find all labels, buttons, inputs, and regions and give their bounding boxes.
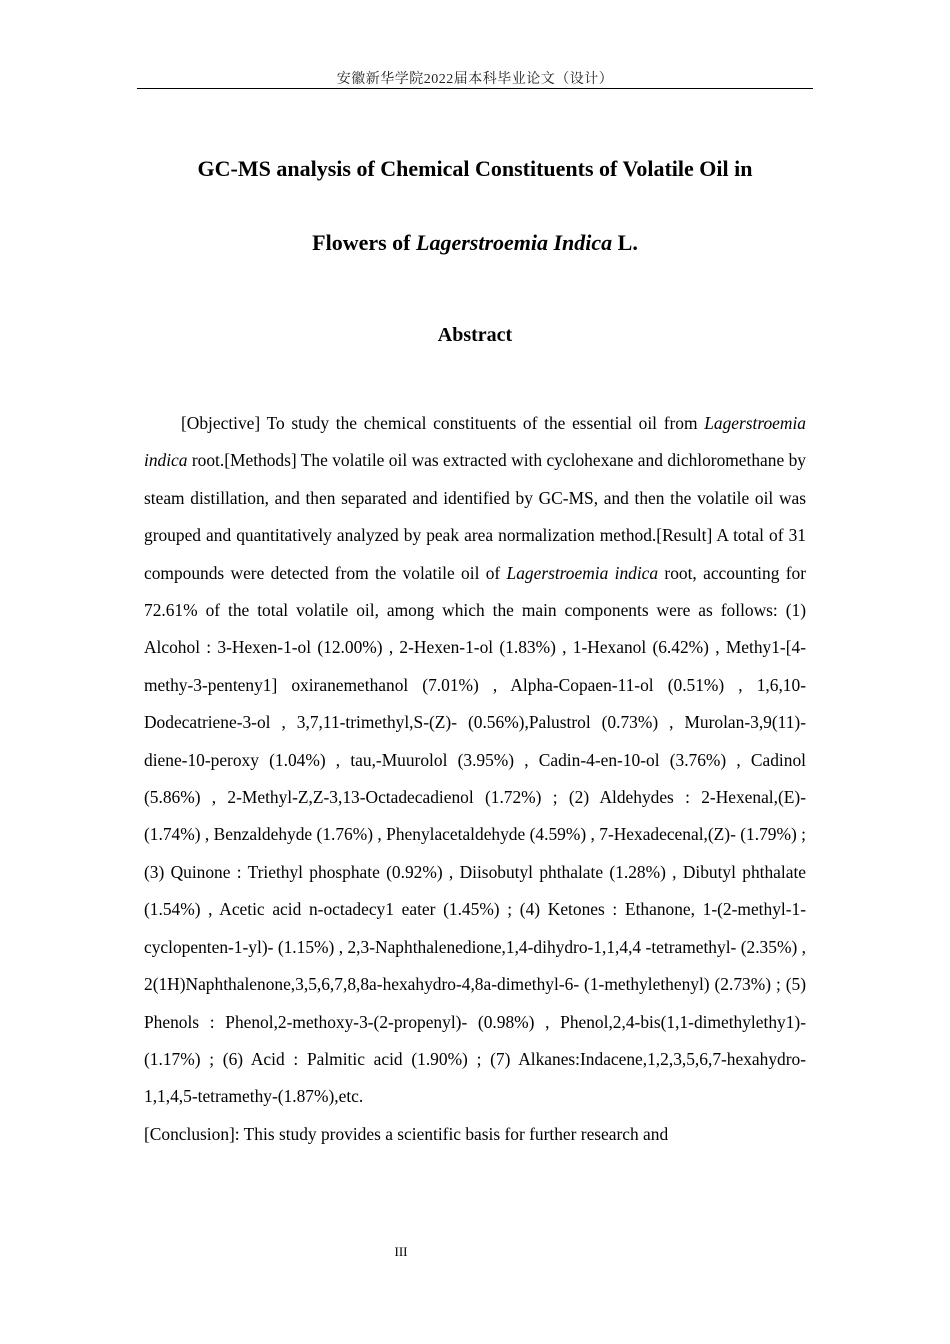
abstract-heading: Abstract bbox=[437, 324, 513, 346]
title-line-1: GC-MS analysis of Chemical Constituents of Volatile Oil in bbox=[197, 156, 753, 181]
page-number: III bbox=[394, 1244, 408, 1259]
species-name: Lagerstroemia indica bbox=[506, 562, 659, 583]
header-divider bbox=[137, 88, 813, 89]
paragraph-text: root, accounting for 72.61% of the total volatile oil, among which the main components were as follows: (1) Alcohol : 3-Hexen-1-ol (12.00%) , 2-Hexen-1-ol (1.83%) , 1-Hexanol (6.42%) , Methy1-[4-methy-3-penteny1] oxiranemethanol (7.01%) , Alpha-Copaen-11-ol (0.51%) , 1,6,10-Dodecatriene-3-ol , 3,7,11-trimethyl,S-(Z)- (0.56%),Palustrol (0.73%) , Murolan-3,9(11)-diene-10-peroxy (1.04%) , tau,-Muurolol (3.95%) , Cadin-4-en-10-ol (3.76%) , Cadinol (5.86%) , 2-Methyl-Z,Z-3,13-Octadecadienol (1.72%) ; (2) Aldehydes : 2-Hexenal,(E)-(1.74%) , Benzaldehyde (1.76%) , Phenylacetaldehyde (4.59%) , 7-Hexadecenal,(Z)- (1.79%) ; (3) Quinone : Triethyl phosphate (0.92%) , Diisobutyl phthalate (1.28%) , Dibutyl phthalate (1.54%) , Acetic acid n-octadecy1 eater (1.45%) ; (4) Ketones : Ethanone, 1-(2-methyl-1-cyclopenten-1-yl)- (1.15%) , 2,3-Naphthalenedione,1,4-dihydro-1,1,4,4 -tetramethyl- (2.35%) , 2(1H)Naphthalenone,3,5,6,7,8,8a-hexahydro-4,8a-dimethyl-6- (1-methylethenyl) (2.73%) ; (5) Phenols : Phenol,2-methoxy-3-(2-propenyl)- (0.98%) , Phenol,2,4-bis(1,1-dimethylethy1)- (1.17%) ; (6) Acid : Palmitic acid (1.90%) ; (7) Alkanes:Indacene,1,2,3,5,6,7-hexahydro-1,1,4,5-tetramethy-(1.87%),etc. bbox=[144, 562, 806, 1107]
title-suffix: L. bbox=[612, 230, 638, 255]
abstract-paragraph-1 bbox=[144, 405, 806, 1116]
paragraph-text: root.[Methods] The volatile oil was extracted with cyclohexane and dichloromethane by steam distillation, and then separated and identified by GC-MS, and then the volatile oil was grouped and quantitatively analyzed by peak area normalization method.[Result] A total of 31 compounds were detected from the volatile oil of bbox=[144, 450, 806, 583]
abstract-body bbox=[144, 405, 806, 1153]
title-prefix: Flowers of bbox=[312, 230, 416, 255]
abstract-paragraph-2: [Conclusion]: This study provides a scientific basis for further research and bbox=[144, 1123, 669, 1144]
title-species: Lagerstroemia Indica bbox=[416, 230, 613, 255]
title-line-2 bbox=[0, 230, 950, 256]
header-text: 安徽新华学院2022届本科毕业论文（设计） bbox=[336, 72, 614, 87]
paragraph-text: [Objective] To study the chemical constituents of the essential oil from bbox=[181, 413, 705, 433]
species-name: Lagerstroemia indica bbox=[144, 413, 806, 471]
